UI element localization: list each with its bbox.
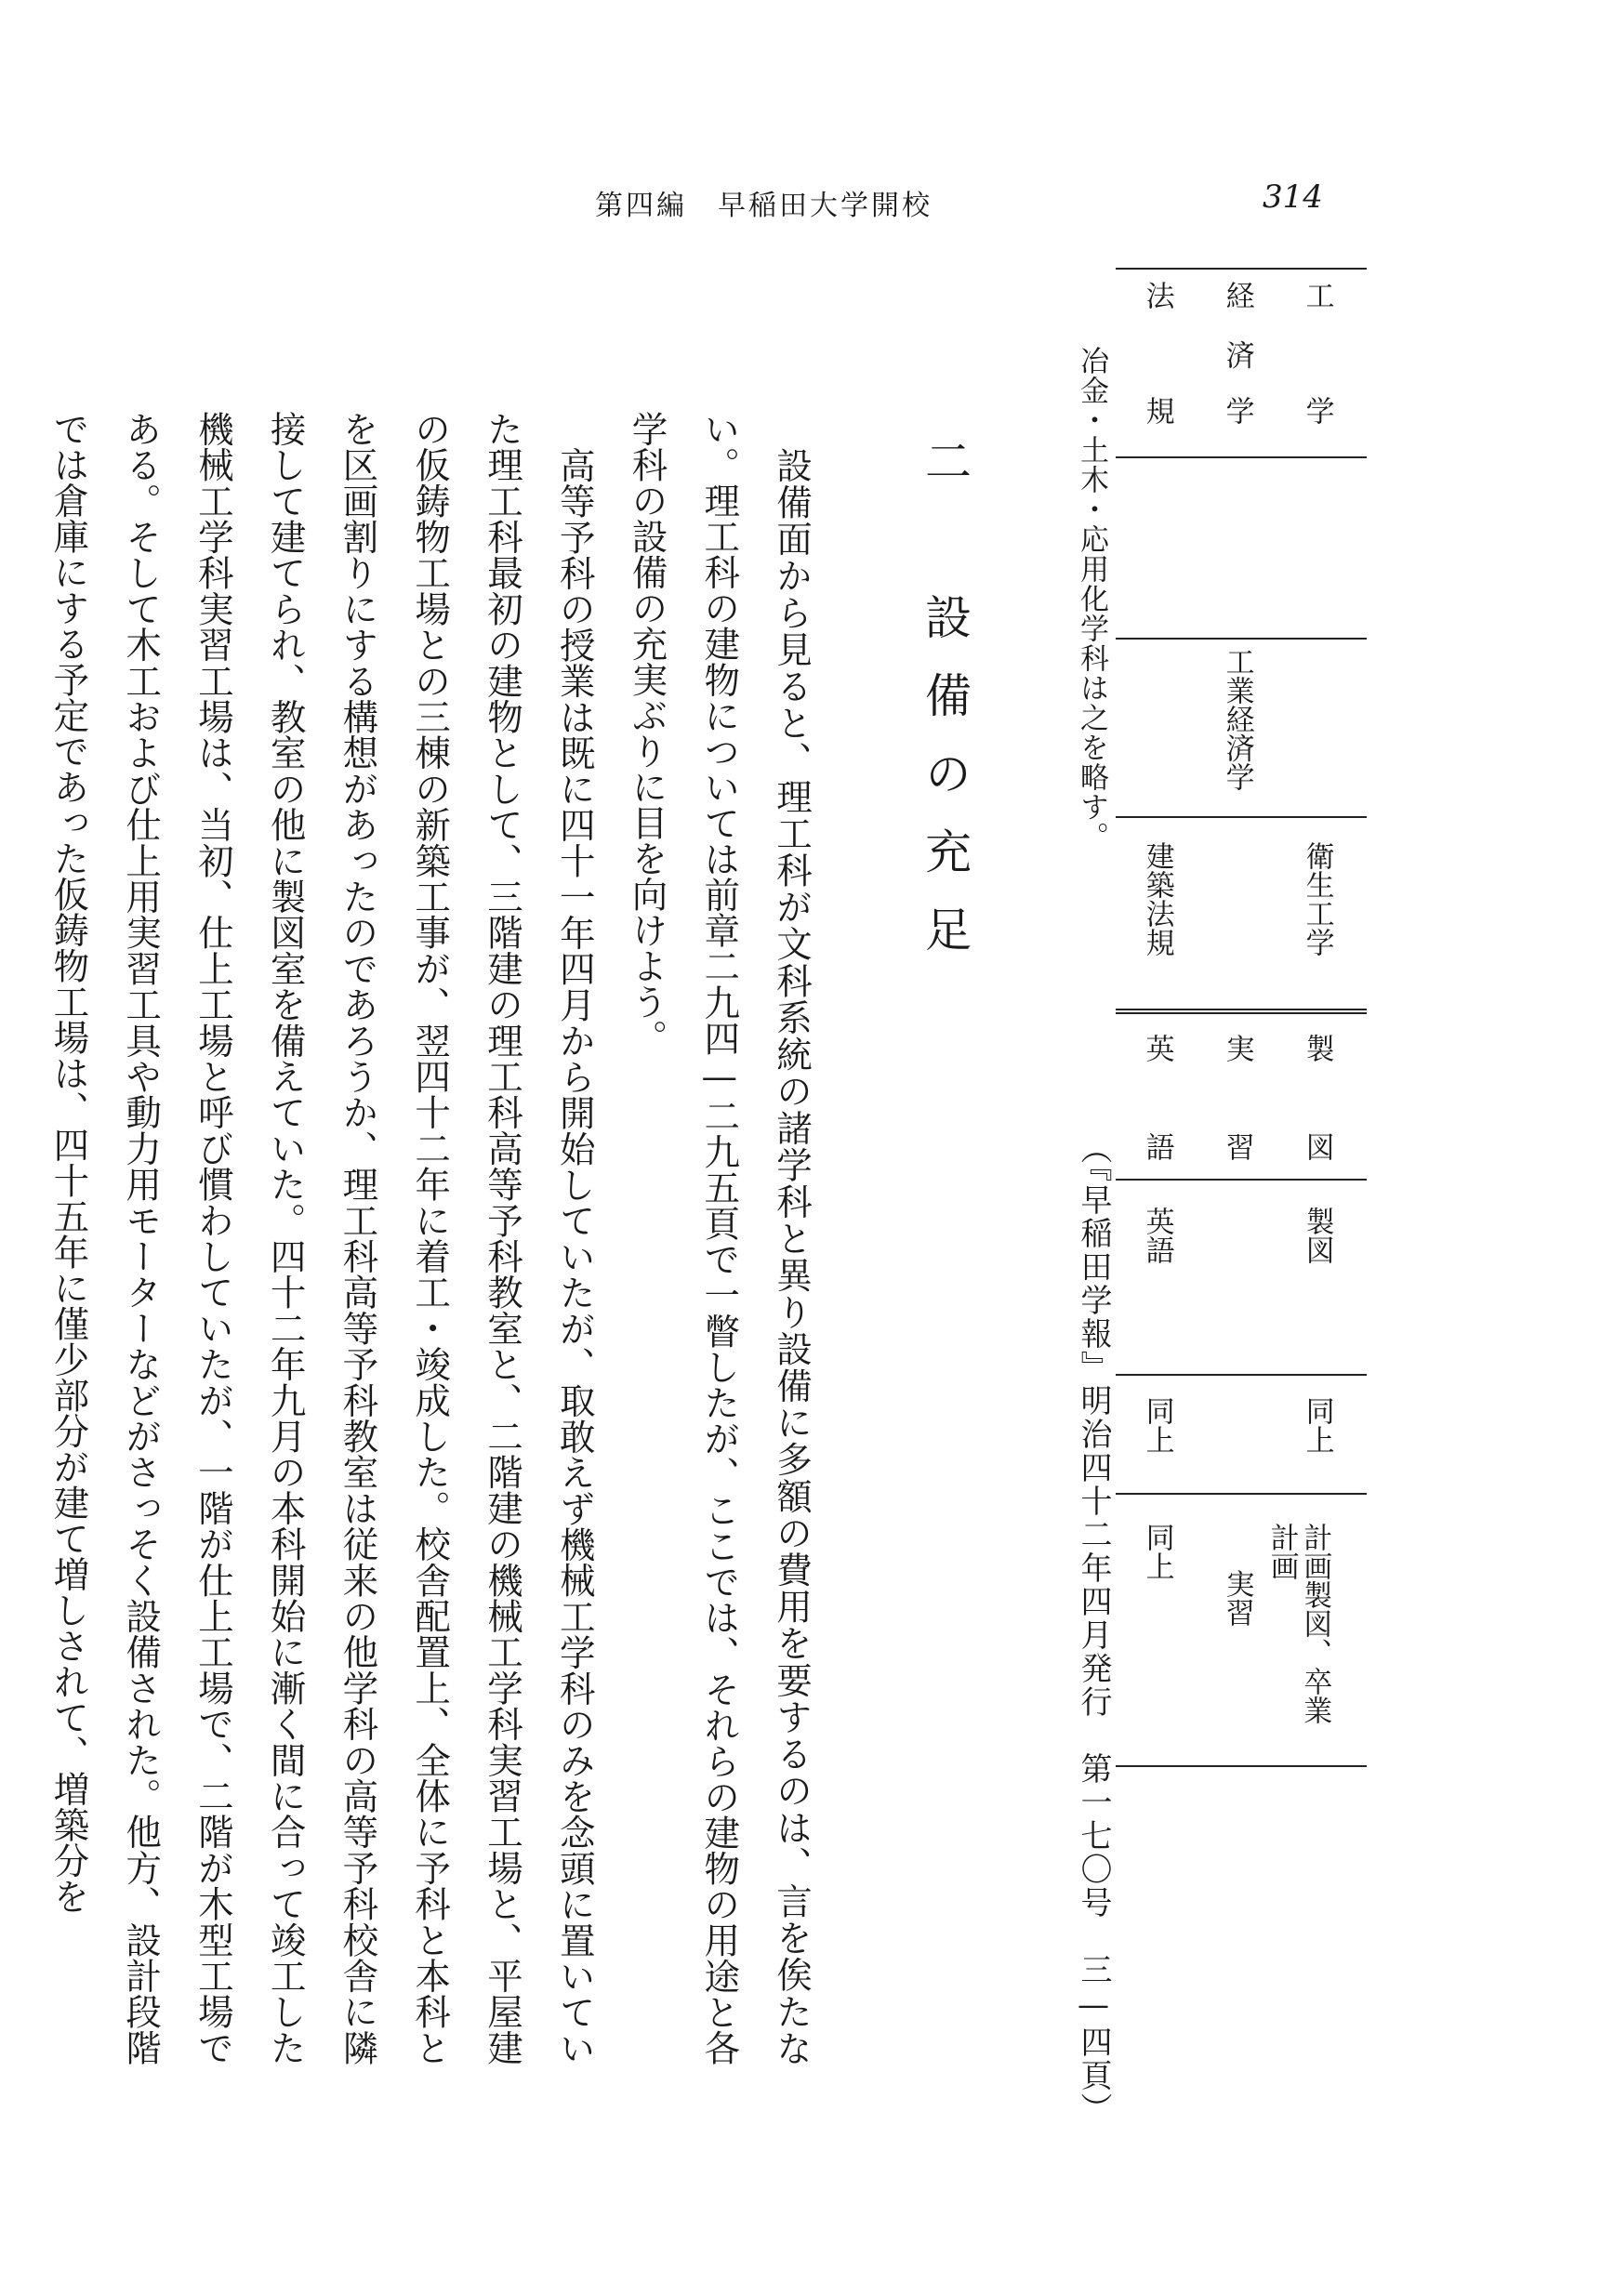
table-double-rule: [1116, 1009, 1367, 1014]
curriculum-table: [1116, 268, 1367, 1767]
table-cell: 同上: [1300, 1396, 1334, 1454]
table-cell: 同上: [1140, 1396, 1174, 1454]
table-cell: 法: [1140, 281, 1174, 310]
table-cell: 習: [1220, 1132, 1254, 1161]
table-cell: 学: [1220, 396, 1254, 425]
table-cell: 衛生工学: [1300, 841, 1334, 957]
paragraph: 設備面から見ると、理工科が文科系統の諸学科と異り設備に多額の費用を要するのは、言を俟たない。理工科の建物については前章二九四—二九五頁で一瞥したが、ここでは、それらの建物の用途と各学科の設備の充実ぶりに目を向けよう。: [626, 411, 813, 2065]
table-rule: [1116, 1493, 1367, 1495]
page-number: 314: [1263, 178, 1323, 216]
table-cell: 英: [1140, 1034, 1174, 1062]
table-note: 冶金・土木・応用化学科は之を略す。: [1075, 346, 1108, 851]
table-rule: [1116, 1179, 1367, 1181]
table-cell: 計画製図、卒業計画: [1264, 1523, 1332, 1724]
table-cell: 製: [1300, 1034, 1334, 1062]
table-rule: [1116, 1374, 1367, 1376]
table-row: 工: [1300, 281, 1334, 310]
table-cell: 実習: [1220, 1569, 1254, 1627]
table-cell: 済: [1220, 340, 1254, 369]
table-cell: 建築法規: [1140, 841, 1174, 957]
table-cell: 図: [1300, 1132, 1334, 1161]
table-rule: [1116, 638, 1367, 640]
table-cell: 語: [1140, 1132, 1174, 1161]
table-cell: 製図: [1300, 1207, 1334, 1264]
table-cell: 工業経済学: [1220, 647, 1254, 791]
paragraph: 高等予科の授業は既に四十一年四月から開始していたが、取敢えず機械工学科のみを念頭に置いていた理工科最初の建物として、三階建の理工科高等予科教室と、二階建の機械工学科実習工場と、平屋建の仮鋳物工場との三棟の新築工事が、翌四十二年に着工・竣成した。校舎配置上、全体に予科と本科とを区画割りにする構想があったのであろうか、理工科高等予科教室は従来の他学科の高等予科校舎に隣接して建てられ、教室の他に製図室を備えていた。四十二年九月の本科開始に漸く間に合って竣工した機械工学科実習工場は、当初、仕上工場と呼び慣わしていたが、一階が仕上工場で、二階が木型工場である。そして木工および仕上用実習工具や動力用モーターなどがさっそく設備された。他方、設計段階では倉庫にする予定であった仮鋳物工場は、四十五年に僅少部分が建て増しされて、増築分を: [47, 411, 596, 2066]
table-rule: [1116, 456, 1367, 458]
table-top-rule: [1116, 268, 1367, 270]
body-text: [47, 411, 827, 2066]
table-cell: 経: [1220, 281, 1254, 310]
table-rule: [1116, 816, 1367, 818]
table-cell: 同上: [1140, 1523, 1174, 1580]
table-cell: 学: [1300, 396, 1334, 425]
table-cell: 英語: [1140, 1207, 1174, 1264]
running-head: 第四編 早稲田大学開校: [595, 190, 933, 222]
source-citation: （『早稲田学報』明治四十二年四月発行 第一七〇号 三—四頁）: [1075, 1132, 1112, 2126]
table-cell: 実: [1220, 1034, 1254, 1062]
table-bottom-rule: [1116, 1765, 1367, 1767]
table-cell: 規: [1140, 396, 1174, 425]
section-heading: 二 設備の充足: [918, 437, 972, 983]
